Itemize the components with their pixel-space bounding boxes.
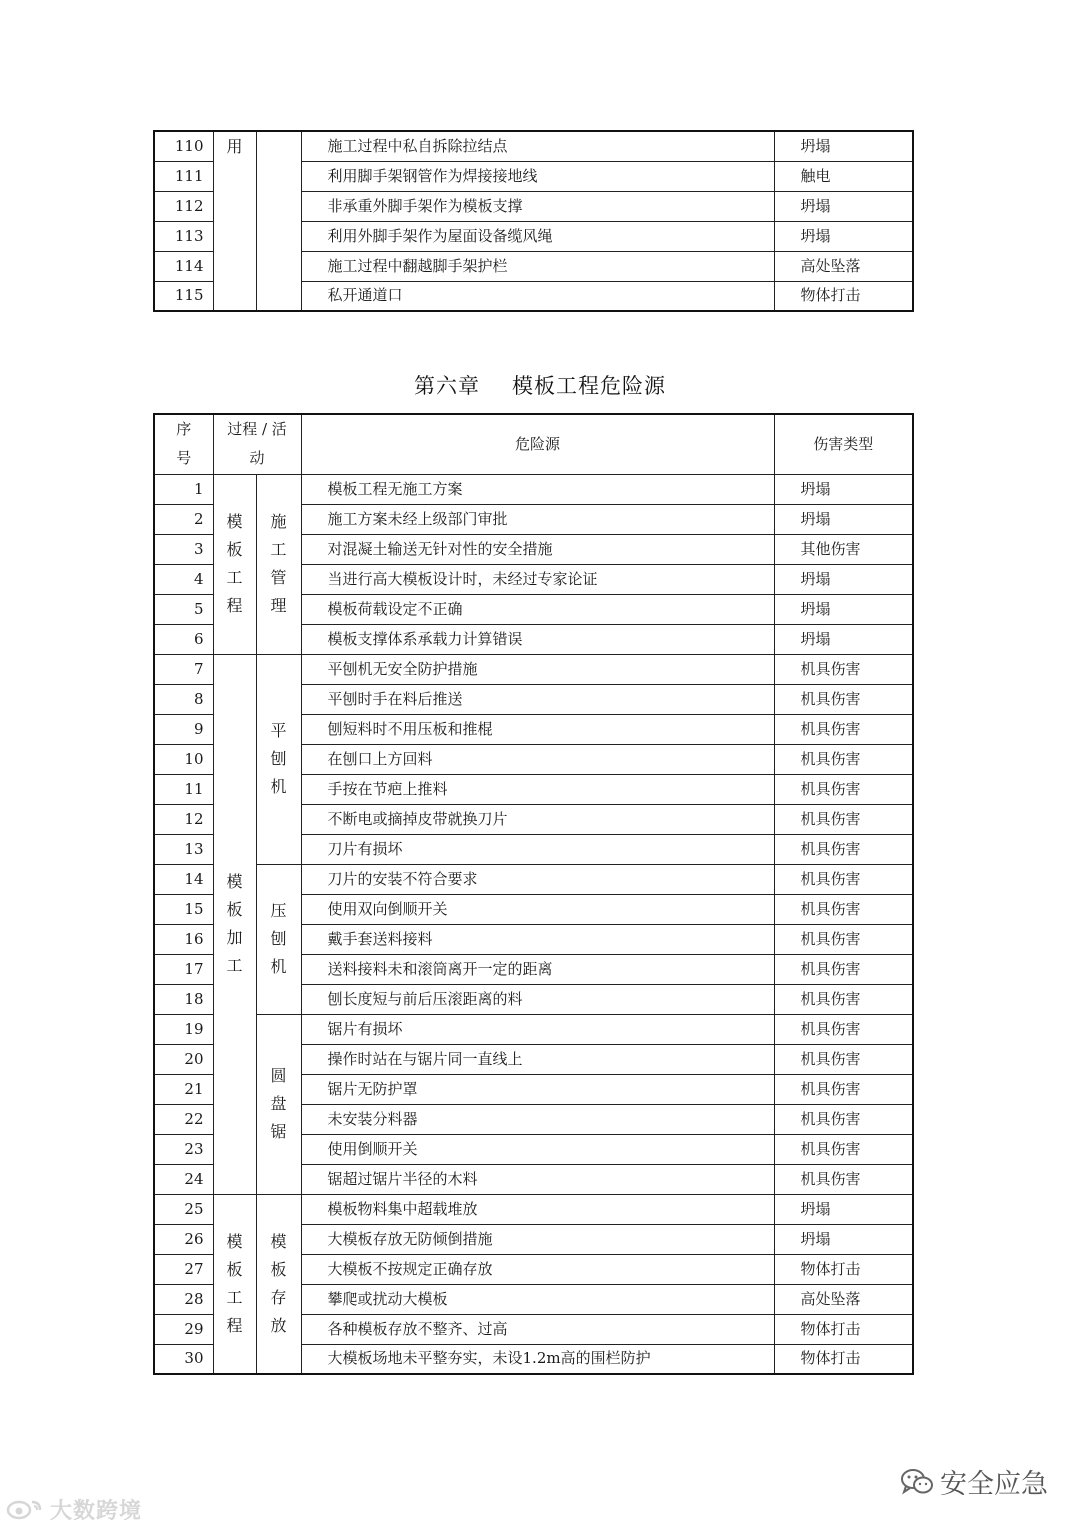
row-number: 7 [154, 654, 213, 684]
process-group-g2: 模 板 加 工 [213, 654, 256, 1194]
hazard-cell: 施工方案未经上级部门审批 [301, 504, 774, 534]
row-number: 112 [154, 191, 213, 221]
table-row [154, 1194, 913, 1224]
row-number: 2 [154, 504, 213, 534]
row-number: 3 [154, 534, 213, 564]
injury-cell: 高处坠落 [774, 1284, 913, 1314]
row-number: 1 [154, 474, 213, 504]
row-number: 110 [154, 131, 213, 161]
hazard-cell: 模板物料集中超载堆放 [301, 1194, 774, 1224]
chapter-number: 第六章 [414, 374, 480, 398]
row-number: 10 [154, 744, 213, 774]
activity-s2: 平 刨 机 [256, 654, 301, 864]
injury-cell: 坍塌 [774, 594, 913, 624]
injury-cell: 机具伤害 [774, 954, 913, 984]
hazard-cell: 使用双向倒顺开关 [301, 894, 774, 924]
watermark-left [6, 1494, 142, 1526]
row-number: 14 [154, 864, 213, 894]
chapter-title: 模板工程危险源 [512, 374, 666, 398]
hazard-cell: 锯超过锯片半径的木料 [301, 1164, 774, 1194]
injury-cell: 机具伤害 [774, 1134, 913, 1164]
hazard-cell: 平刨机无安全防护措施 [301, 654, 774, 684]
hazard-cell: 操作时站在与锯片同一直线上 [301, 1044, 774, 1074]
hazard-cell: 刀片的安装不符合要求 [301, 864, 774, 894]
hazard-cell: 大模板场地未平整夯实，未设1.2m高的围栏防护 [301, 1344, 774, 1374]
activity-s4: 圆 盘 锯 [256, 1014, 301, 1194]
row-number: 113 [154, 221, 213, 251]
row-number: 115 [154, 281, 213, 311]
row-number: 4 [154, 564, 213, 594]
row-number: 24 [154, 1164, 213, 1194]
injury-cell: 机具伤害 [774, 1014, 913, 1044]
injury-cell: 坍塌 [774, 474, 913, 504]
row-number: 25 [154, 1194, 213, 1224]
hazard-cell: 攀爬或扰动大模板 [301, 1284, 774, 1314]
injury-cell: 机具伤害 [774, 744, 913, 774]
injury-cell: 机具伤害 [774, 894, 913, 924]
watermark-right [900, 1462, 1048, 1504]
hazard-cell: 施工过程中翻越脚手架护栏 [301, 251, 774, 281]
injury-cell: 物体打击 [774, 1314, 913, 1344]
injury-cell: 机具伤害 [774, 714, 913, 744]
hazard-cell: 对混凝土输送无针对性的安全措施 [301, 534, 774, 564]
injury-cell: 机具伤害 [774, 1164, 913, 1194]
table-row [154, 654, 913, 684]
row-number: 26 [154, 1224, 213, 1254]
row-number: 5 [154, 594, 213, 624]
injury-cell: 物体打击 [774, 1254, 913, 1284]
activity-subcell [256, 131, 301, 311]
row-number: 11 [154, 774, 213, 804]
header-process: 过程 / 活 动 [213, 414, 301, 474]
chapter-heading [0, 370, 1080, 400]
header-seq: 序 号 [154, 414, 213, 474]
table-row [154, 864, 913, 894]
injury-cell: 坍塌 [774, 1224, 913, 1254]
table-row [154, 131, 913, 161]
activity-s3: 压 刨 机 [256, 864, 301, 1014]
hazard-cell: 未安装分料器 [301, 1104, 774, 1134]
hazard-cell: 私开通道口 [301, 281, 774, 311]
row-number: 21 [154, 1074, 213, 1104]
injury-cell: 高处坠落 [774, 251, 913, 281]
hazard-cell: 锯片无防护罩 [301, 1074, 774, 1104]
table-header-row [154, 414, 913, 474]
row-number: 9 [154, 714, 213, 744]
row-number: 23 [154, 1134, 213, 1164]
row-number: 18 [154, 984, 213, 1014]
row-number: 29 [154, 1314, 213, 1344]
header-injury-type: 伤害类型 [774, 414, 913, 474]
wechat-logo-icon [900, 1467, 934, 1504]
hazard-cell: 在刨口上方回料 [301, 744, 774, 774]
row-number: 111 [154, 161, 213, 191]
hazard-cell: 刀片有损坏 [301, 834, 774, 864]
hazard-cell: 送料接料未和滚筒离开一定的距离 [301, 954, 774, 984]
injury-cell: 机具伤害 [774, 684, 913, 714]
table-row [154, 1014, 913, 1044]
activity-cell: 用 [213, 131, 256, 311]
hazard-cell: 非承重外脚手架作为模板支撑 [301, 191, 774, 221]
row-number: 27 [154, 1254, 213, 1284]
hazard-cell: 手按在节疤上推料 [301, 774, 774, 804]
injury-cell: 机具伤害 [774, 984, 913, 1014]
hazard-cell: 刨长度短与前后压滚距离的料 [301, 984, 774, 1014]
injury-cell: 机具伤害 [774, 864, 913, 894]
watermark-left-text: 大数跨境 [50, 1499, 143, 1524]
injury-cell: 机具伤害 [774, 1044, 913, 1074]
injury-cell: 物体打击 [774, 281, 913, 311]
hazard-cell: 不断电或摘掉皮带就换刀片 [301, 804, 774, 834]
row-number: 28 [154, 1284, 213, 1314]
hazard-cell: 锯片有损坏 [301, 1014, 774, 1044]
row-number: 12 [154, 804, 213, 834]
weibo-logo-icon [6, 1498, 46, 1526]
hazard-cell: 模板支撑体系承载力计算错误 [301, 624, 774, 654]
row-number: 20 [154, 1044, 213, 1074]
injury-cell: 坍塌 [774, 504, 913, 534]
injury-cell: 物体打击 [774, 1344, 913, 1374]
row-number: 19 [154, 1014, 213, 1044]
hazard-cell: 模板荷载设定不正确 [301, 594, 774, 624]
row-number: 17 [154, 954, 213, 984]
row-number: 16 [154, 924, 213, 954]
injury-cell: 机具伤害 [774, 774, 913, 804]
hazard-cell: 平刨时手在料后推送 [301, 684, 774, 714]
hazard-cell: 施工过程中私自拆除拉结点 [301, 131, 774, 161]
hazard-cell: 利用脚手架钢管作为焊接接地线 [301, 161, 774, 191]
hazard-cell: 利用外脚手架作为屋面设备缆风绳 [301, 221, 774, 251]
row-number: 8 [154, 684, 213, 714]
process-group-g1: 模 板 工 程 [213, 474, 256, 654]
hazard-cell: 当进行高大模板设计时，未经过专家论证 [301, 564, 774, 594]
formwork-hazard-table [153, 413, 914, 1375]
injury-cell: 其他伤害 [774, 534, 913, 564]
process-group-g3: 模 板 工 程 [213, 1194, 256, 1374]
injury-cell: 机具伤害 [774, 1104, 913, 1134]
row-number: 6 [154, 624, 213, 654]
hazard-cell: 各种模板存放不整齐、过高 [301, 1314, 774, 1344]
injury-cell: 机具伤害 [774, 1074, 913, 1104]
header-hazard: 危险源 [301, 414, 774, 474]
row-number: 22 [154, 1104, 213, 1134]
injury-cell: 坍塌 [774, 564, 913, 594]
row-number: 15 [154, 894, 213, 924]
table-row [154, 474, 913, 504]
hazard-cell: 模板工程无施工方案 [301, 474, 774, 504]
row-number: 30 [154, 1344, 213, 1374]
row-number: 114 [154, 251, 213, 281]
hazard-table-continued [153, 130, 914, 312]
hazard-cell: 大模板存放无防倾倒措施 [301, 1224, 774, 1254]
injury-cell: 机具伤害 [774, 804, 913, 834]
hazard-cell: 大模板不按规定正确存放 [301, 1254, 774, 1284]
activity-s1: 施 工 管 理 [256, 474, 301, 654]
injury-cell: 坍塌 [774, 191, 913, 221]
injury-cell: 坍塌 [774, 221, 913, 251]
injury-cell: 机具伤害 [774, 834, 913, 864]
watermark-right-text: 安全应急 [940, 1469, 1048, 1500]
injury-cell: 触电 [774, 161, 913, 191]
injury-cell: 坍塌 [774, 1194, 913, 1224]
activity-s5: 模 板 存 放 [256, 1194, 301, 1374]
row-number: 13 [154, 834, 213, 864]
injury-cell: 机具伤害 [774, 924, 913, 954]
hazard-cell: 使用倒顺开关 [301, 1134, 774, 1164]
hazard-cell: 刨短料时不用压板和推棍 [301, 714, 774, 744]
injury-cell: 坍塌 [774, 624, 913, 654]
hazard-cell: 戴手套送料接料 [301, 924, 774, 954]
injury-cell: 机具伤害 [774, 654, 913, 684]
injury-cell: 坍塌 [774, 131, 913, 161]
